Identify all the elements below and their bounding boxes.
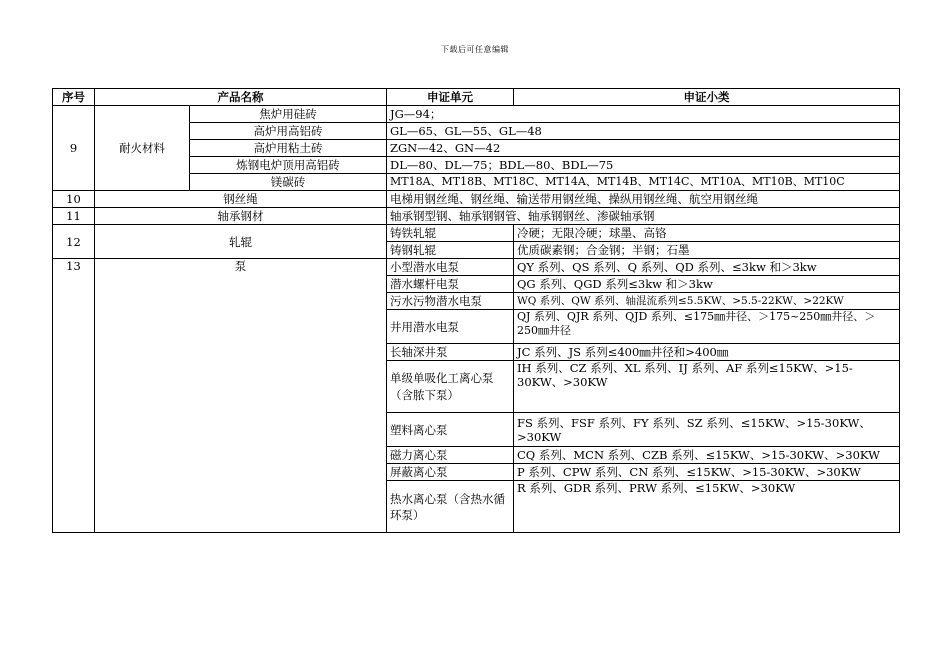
subclass: JC 系列、JS 系列≤400㎜井径和>400㎜ xyxy=(514,344,900,361)
table-row xyxy=(53,225,900,242)
row-number: 11 xyxy=(53,208,95,225)
product-subname: 焦炉用硅砖 xyxy=(190,106,387,123)
unit-name: 塑料离心泵 xyxy=(387,413,514,447)
unit-detail: 电梯用钢丝绳、钢丝绳、输送带用钢丝绳、操纵用钢丝绳、航空用钢丝绳 xyxy=(387,191,900,208)
page-header: 下载后可任意编辑 xyxy=(441,45,509,54)
col-header-product: 产品名称 xyxy=(95,89,387,106)
subclass: QG 系列、QGD 系列≤3kw 和＞3kw xyxy=(514,276,900,293)
unit-name: 热水离心泵（含热水循环泵） xyxy=(387,481,514,533)
unit-name: 铸钢轧辊 xyxy=(387,242,514,259)
subclass: P 系列、CPW 系列、CN 系列、≤15KW、>15-30KW、>30KW xyxy=(514,464,900,481)
product-subname: 高炉用粘土砖 xyxy=(190,140,387,157)
unit-name: 单级单吸化工离心泵（含脓下泵） xyxy=(387,361,514,413)
product-table xyxy=(52,88,900,533)
product-name: 轴承钢材 xyxy=(95,208,387,225)
subclass: QJ 系列、QJR 系列、QJD 系列、≤175㎜井径、＞175~250㎜井径、＞250㎜井径 xyxy=(514,310,900,344)
unit-detail: JG—94； xyxy=(387,106,900,123)
product-name: 泵 xyxy=(95,259,387,533)
col-header-unit: 申证单元 xyxy=(387,89,514,106)
unit-detail: ZGN—42、GN—42 xyxy=(387,140,900,157)
table-row xyxy=(53,106,900,123)
table-row xyxy=(53,259,900,276)
product-subname: 高炉用高铝砖 xyxy=(190,123,387,140)
subclass: WQ 系列、QW 系列、轴混流系列≤5.5KW、>5.5-22KW、>22KW xyxy=(514,293,900,310)
subclass: 冷硬；无限冷硬；球墨、高铬 xyxy=(514,225,900,242)
subclass: IH 系列、CZ 系列、XL 系列、IJ 系列、AF 系列≤15KW、>15-30KW、>30KW xyxy=(514,361,900,413)
table-header-row xyxy=(53,89,900,106)
row-number: 9 xyxy=(53,106,95,191)
product-subname: 炼钢电炉顶用高铝砖 xyxy=(190,157,387,174)
unit-detail: MT18A、MT18B、MT18C、MT14A、MT14B、MT14C、MT10A、MT10B、MT10C xyxy=(387,174,900,191)
row-number: 10 xyxy=(53,191,95,208)
table-row xyxy=(53,208,900,225)
row-number: 13 xyxy=(53,259,95,533)
unit-name: 长轴深井泵 xyxy=(387,344,514,361)
product-name: 钢丝绳 xyxy=(95,191,387,208)
table-row xyxy=(53,191,900,208)
subclass: R 系列、GDR 系列、PRW 系列、≤15KW、>30KW xyxy=(514,481,900,533)
subclass: CQ 系列、MCN 系列、CZB 系列、≤15KW、>15-30KW、>30KW xyxy=(514,447,900,464)
unit-detail: GL—65、GL—55、GL—48 xyxy=(387,123,900,140)
unit-name: 小型潜水电泵 xyxy=(387,259,514,276)
product-subname: 镁碳砖 xyxy=(190,174,387,191)
row-number: 12 xyxy=(53,225,95,259)
unit-name: 潜水螺杆电泵 xyxy=(387,276,514,293)
unit-name: 污水污物潜水电泵 xyxy=(387,293,514,310)
unit-detail: 轴承钢型钢、轴承钢钢管、轴承钢钢丝、渗碳轴承钢 xyxy=(387,208,900,225)
unit-name: 井用潜水电泵 xyxy=(387,310,514,344)
col-header-no: 序号 xyxy=(53,89,95,106)
product-name: 耐火材料 xyxy=(95,106,190,191)
subclass: QY 系列、QS 系列、Q 系列、QD 系列、≤3kw 和＞3kw xyxy=(514,259,900,276)
subclass: 优质碳素钢；合金钢；半钢；石墨 xyxy=(514,242,900,259)
product-name: 轧辊 xyxy=(95,225,387,259)
unit-detail: DL—80、DL—75；BDL—80、BDL—75 xyxy=(387,157,900,174)
subclass: FS 系列、FSF 系列、FY 系列、SZ 系列、≤15KW、>15-30KW、>30KW xyxy=(514,413,900,447)
unit-name: 磁力离心泵 xyxy=(387,447,514,464)
unit-name: 屏蔽离心泵 xyxy=(387,464,514,481)
unit-name: 铸铁轧辊 xyxy=(387,225,514,242)
col-header-subclass: 申证小类 xyxy=(514,89,900,106)
